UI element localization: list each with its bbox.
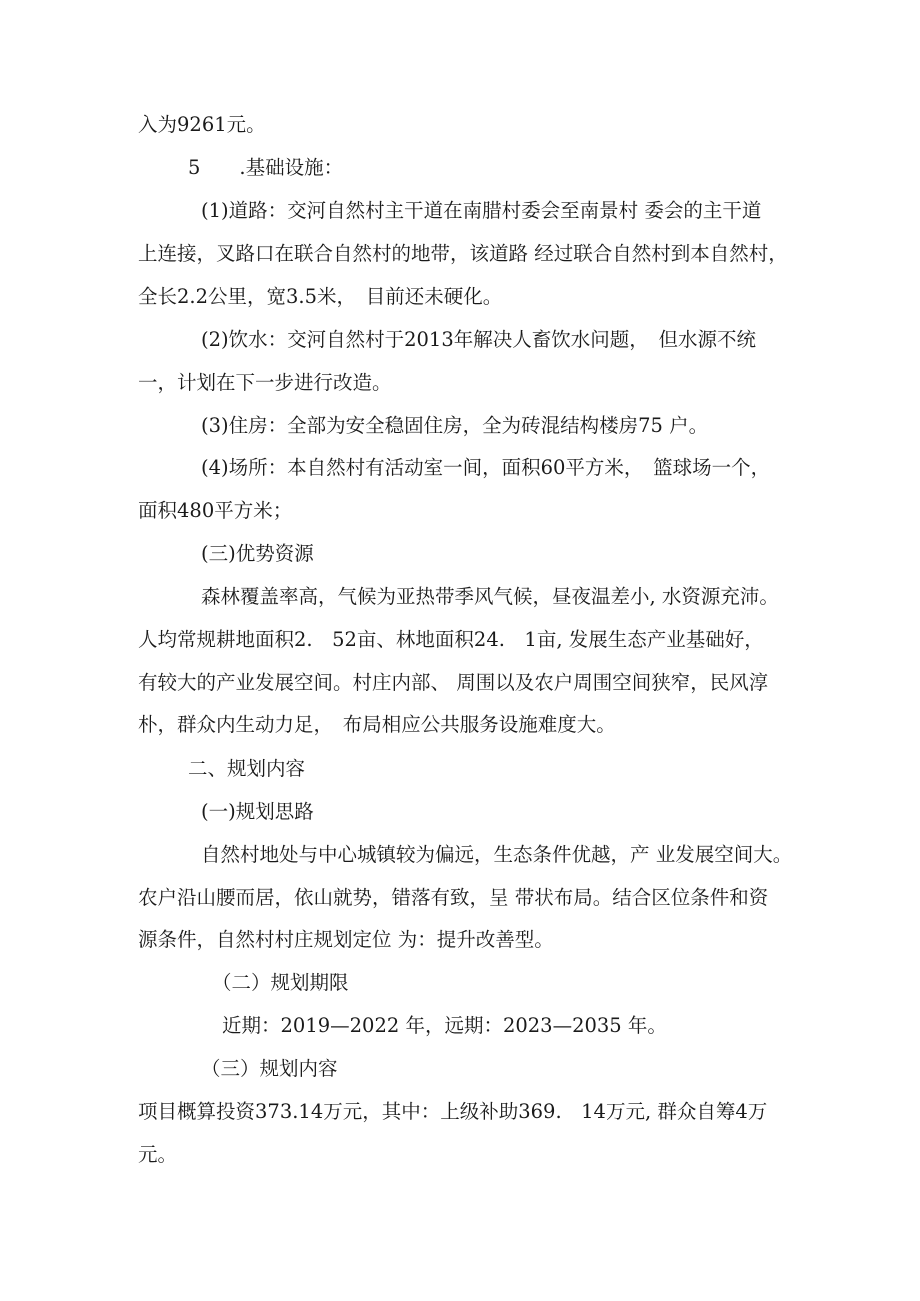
text-line: (4)场所：本自然村有活动室一间，面积60平方米， 篮球场一个， [201,456,771,479]
text-line: 面积480平方米； [138,499,293,522]
text-line: 项目概算投资373.14万元，其中：上级补助369. 14万元, 群众自筹4万 [138,1100,768,1123]
text-line: (3)住房：全部为安全稳固住房，全为砖混结构楼房75 户。 [201,414,709,437]
text-line: 森林覆盖率高，气候为亚热带季风气候，昼夜温差小, 水资源充沛。 [201,585,779,608]
section-heading: 二、规划内容 [188,757,306,780]
text-line: (1)道路：交河自然村主干道在南腊村委会至南景村 委会的主干道 [201,199,762,222]
section-heading: （三）规划内容 [201,1057,338,1080]
text-line: 自然村地处与中心城镇较为偏远，生态条件优越，产 业发展空间大。 [201,843,793,866]
text-line: 源条件，自然村村庄规划定位 为：提升改善型。 [138,928,554,951]
text-line: 全长2.2公里，宽3.5米， 目前还未硬化。 [138,285,503,308]
text-line: 元。 [138,1143,178,1166]
text-line: 上连接，叉路口在联合自然村的地带，该道路 经过联合自然村到本自然村， [138,242,788,265]
text-line: 一，计划在下一步进行改造。 [138,371,392,394]
text-line: 近期：2019—2022 年，远期：2023—2035 年。 [222,1014,667,1037]
section-heading: 5 .基础设施： [188,156,344,179]
text-line: 朴，群众内生动力足， 布局相应公共服务设施难度大。 [138,713,616,736]
text-line: 入为9261元。 [138,113,266,136]
text-line: (2)饮水：交河自然村于2013年解决人畜饮水问题， 但水源不统 [201,328,756,351]
section-heading: (三)优势资源 [201,542,314,565]
text-line: 人均常规耕地面积2. 52亩、林地面积24. 1亩, 发展生态产业基础好， [138,628,764,651]
section-heading: （二）规划期限 [212,971,349,994]
section-heading: (一)规划思路 [201,800,314,823]
text-line: 农户沿山腰而居，依山就势，错落有致，呈 带状布局。结合区位条件和资 [138,886,769,909]
text-line: 有较大的产业发展空间。村庄内部、 周围以及农户周围空间狭窄，民风淳 [138,671,769,694]
